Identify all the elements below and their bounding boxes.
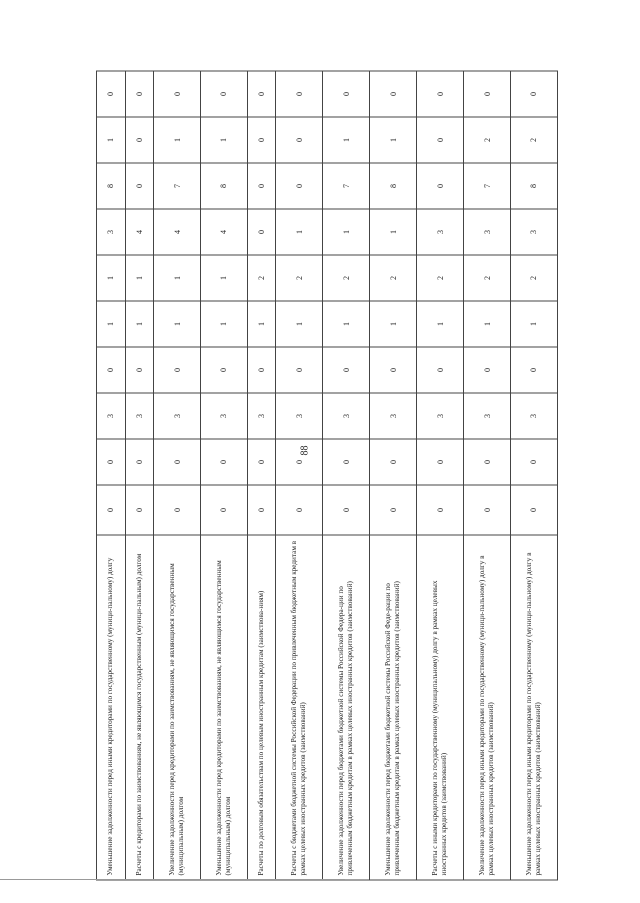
code-digit-cell: 0 xyxy=(276,347,323,393)
row-name-cell: Увеличение задолженности перед кредиторами по заимствованиям, не являющимся государственным (муниципальным) долгом xyxy=(154,535,201,880)
code-digit-cell: 3 xyxy=(125,393,154,439)
code-digit-cell: 1 xyxy=(276,209,323,255)
row-name-cell: Расчеты по долговым обязательствам по целевым иностранным кредитам (заимствова-ниям) xyxy=(247,535,276,880)
code-digit-cell: 2 xyxy=(510,255,557,301)
table-row xyxy=(125,71,154,880)
code-digit-cell: 3 xyxy=(417,393,464,439)
code-digit-cell: 2 xyxy=(276,255,323,301)
row-name-cell: Расчеты с иными кредиторами по государственному (муниципальному) долгу в рамках целевых иностранных кредитов (заимствований) xyxy=(417,535,464,880)
code-digit-cell: 1 xyxy=(370,117,417,163)
code-digit-cell: 0 xyxy=(276,163,323,209)
code-digit-cell: 1 xyxy=(370,209,417,255)
code-digit-cell: 0 xyxy=(464,439,511,485)
code-digit-cell: 7 xyxy=(464,163,511,209)
code-digit-cell: 4 xyxy=(154,209,201,255)
code-digit-cell: 0 xyxy=(276,117,323,163)
code-digit-cell: 0 xyxy=(323,71,370,117)
code-digit-cell: 7 xyxy=(323,163,370,209)
code-digit-cell: 3 xyxy=(247,393,276,439)
code-digit-cell: 7 xyxy=(154,163,201,209)
code-digit-cell: 1 xyxy=(201,117,248,163)
code-digit-cell: 0 xyxy=(417,71,464,117)
code-digit-cell: 0 xyxy=(247,485,276,535)
code-digit-cell: 1 xyxy=(323,117,370,163)
code-digit-cell: 2 xyxy=(510,117,557,163)
code-digit-cell: 0 xyxy=(323,485,370,535)
row-name-cell: Уменьшение задолженности перед иными кредиторами по государственному (муници-пальному) долгу xyxy=(97,535,126,880)
table-row xyxy=(323,71,370,880)
code-digit-cell: 0 xyxy=(370,485,417,535)
code-digit-cell: 3 xyxy=(510,393,557,439)
code-digit-cell: 0 xyxy=(154,485,201,535)
code-digit-cell: 3 xyxy=(201,393,248,439)
code-digit-cell: 0 xyxy=(417,347,464,393)
code-digit-cell: 2 xyxy=(370,255,417,301)
code-digit-cell: 0 xyxy=(247,209,276,255)
code-digit-cell: 1 xyxy=(201,301,248,347)
table-body xyxy=(97,71,558,880)
code-digit-cell: 0 xyxy=(154,347,201,393)
code-digit-cell: 2 xyxy=(464,117,511,163)
code-digit-cell: 3 xyxy=(276,393,323,439)
code-digit-cell: 0 xyxy=(464,71,511,117)
table-row xyxy=(201,71,248,880)
row-name-cell: Расчеты с бюджетами бюджетной системы Российской Федерации по привлеченным бюджетным кредитам в рамках целевых иностранных кредитов (заимствований) xyxy=(276,535,323,880)
code-digit-cell: 3 xyxy=(464,209,511,255)
code-digit-cell: 3 xyxy=(464,393,511,439)
code-digit-cell: 0 xyxy=(510,347,557,393)
code-digit-cell: 0 xyxy=(247,439,276,485)
code-digit-cell: 3 xyxy=(323,393,370,439)
table-row xyxy=(247,71,276,880)
code-digit-cell: 0 xyxy=(97,485,126,535)
code-digit-cell: 0 xyxy=(97,347,126,393)
code-digit-cell: 1 xyxy=(370,301,417,347)
code-digit-cell: 0 xyxy=(125,71,154,117)
code-digit-cell: 0 xyxy=(276,485,323,535)
code-digit-cell: 1 xyxy=(276,301,323,347)
table-row xyxy=(154,71,201,880)
code-digit-cell: 1 xyxy=(201,255,248,301)
code-digit-cell: 0 xyxy=(370,439,417,485)
code-digit-cell: 0 xyxy=(417,439,464,485)
code-digit-cell: 1 xyxy=(97,117,126,163)
page-number: 88 xyxy=(299,445,311,456)
code-digit-cell: 2 xyxy=(247,255,276,301)
code-digit-cell: 1 xyxy=(510,301,557,347)
accounts-table xyxy=(96,71,558,881)
code-digit-cell: 1 xyxy=(323,301,370,347)
code-digit-cell: 0 xyxy=(125,347,154,393)
table-row xyxy=(464,71,511,880)
code-digit-cell: 2 xyxy=(464,255,511,301)
row-name-cell: Расчеты с кредиторами по заимствованиям, не являющимся государственным (муници-пальным) долгом xyxy=(125,535,154,880)
code-digit-cell: 0 xyxy=(323,347,370,393)
code-digit-cell: 1 xyxy=(154,117,201,163)
code-digit-cell: 8 xyxy=(97,163,126,209)
code-digit-cell: 0 xyxy=(201,71,248,117)
code-digit-cell: 0 xyxy=(247,347,276,393)
code-digit-cell: 0 xyxy=(417,485,464,535)
code-digit-cell: 0 xyxy=(464,347,511,393)
row-name-cell: Уменьшение задолженности перед иными кредиторами по государственному (муници-пальному) долгу в рамках целевых иностранных кредитов (заимствований) xyxy=(510,535,557,880)
code-digit-cell: 0 xyxy=(97,439,126,485)
code-digit-cell: 3 xyxy=(417,209,464,255)
code-digit-cell: 1 xyxy=(323,209,370,255)
code-digit-cell: 3 xyxy=(510,209,557,255)
code-digit-cell: 0 xyxy=(125,485,154,535)
code-digit-cell: 0 xyxy=(154,71,201,117)
code-digit-cell: 1 xyxy=(125,255,154,301)
table-row xyxy=(370,71,417,880)
code-digit-cell: 1 xyxy=(417,301,464,347)
code-digit-cell: 0 xyxy=(201,439,248,485)
code-digit-cell: 0 xyxy=(247,163,276,209)
code-digit-cell: 4 xyxy=(125,209,154,255)
code-digit-cell: 3 xyxy=(97,393,126,439)
code-digit-cell: 0 xyxy=(510,439,557,485)
code-digit-cell: 0 xyxy=(276,439,323,485)
code-digit-cell: 0 xyxy=(125,439,154,485)
code-digit-cell: 1 xyxy=(247,301,276,347)
code-digit-cell: 3 xyxy=(97,209,126,255)
row-name-cell: Уменьшение задолженности перед кредиторами по заимствованиям, не являющимся государственным (муниципальным) долгом xyxy=(201,535,248,880)
code-digit-cell: 0 xyxy=(370,71,417,117)
code-digit-cell: 0 xyxy=(97,71,126,117)
code-digit-cell: 0 xyxy=(464,485,511,535)
code-digit-cell: 0 xyxy=(510,71,557,117)
table-row xyxy=(276,71,323,880)
code-digit-cell: 0 xyxy=(247,117,276,163)
code-digit-cell: 3 xyxy=(154,393,201,439)
code-digit-cell: 1 xyxy=(154,301,201,347)
code-digit-cell: 0 xyxy=(417,163,464,209)
code-digit-cell: 0 xyxy=(201,485,248,535)
code-digit-cell: 2 xyxy=(323,255,370,301)
code-digit-cell: 0 xyxy=(417,117,464,163)
code-digit-cell: 0 xyxy=(276,71,323,117)
code-digit-cell: 0 xyxy=(201,347,248,393)
code-digit-cell: 1 xyxy=(154,255,201,301)
code-digit-cell: 8 xyxy=(370,163,417,209)
code-digit-cell: 3 xyxy=(370,393,417,439)
code-digit-cell: 1 xyxy=(464,301,511,347)
code-digit-cell: 0 xyxy=(125,117,154,163)
table-row xyxy=(510,71,557,880)
code-digit-cell: 1 xyxy=(97,255,126,301)
code-digit-cell: 4 xyxy=(201,209,248,255)
code-digit-cell: 8 xyxy=(201,163,248,209)
row-name-cell: Увеличение задолженности перед иными кредиторами по государственному (муници-пальному) долгу в рамках целевых иностранных кредитов (заимствований) xyxy=(464,535,511,880)
accounts-table-rotated xyxy=(96,76,558,881)
row-name-cell: Увеличение задолженности перед бюджетами бюджетной системы Российской Федера-ции по привлеченным бюджетным кредитам в рамках целевых иностранных кредитов (заимствований) xyxy=(323,535,370,880)
table-row xyxy=(97,71,126,880)
code-digit-cell: 0 xyxy=(370,347,417,393)
bottom-rule xyxy=(0,879,345,880)
row-name-cell: Уменьшение задолженности перед бюджетами бюджетной системы Российской Феде-рации по привлеченным бюджетным кредитам в рамках целевых иностранных кредитов (заимствований) xyxy=(370,535,417,880)
code-digit-cell: 1 xyxy=(97,301,126,347)
code-digit-cell: 0 xyxy=(154,439,201,485)
code-digit-cell: 0 xyxy=(510,485,557,535)
code-digit-cell: 8 xyxy=(510,163,557,209)
code-digit-cell: 2 xyxy=(417,255,464,301)
code-digit-cell: 0 xyxy=(247,71,276,117)
code-digit-cell: 0 xyxy=(323,439,370,485)
code-digit-cell: 1 xyxy=(125,301,154,347)
table-row xyxy=(417,71,464,880)
code-digit-cell: 0 xyxy=(125,163,154,209)
